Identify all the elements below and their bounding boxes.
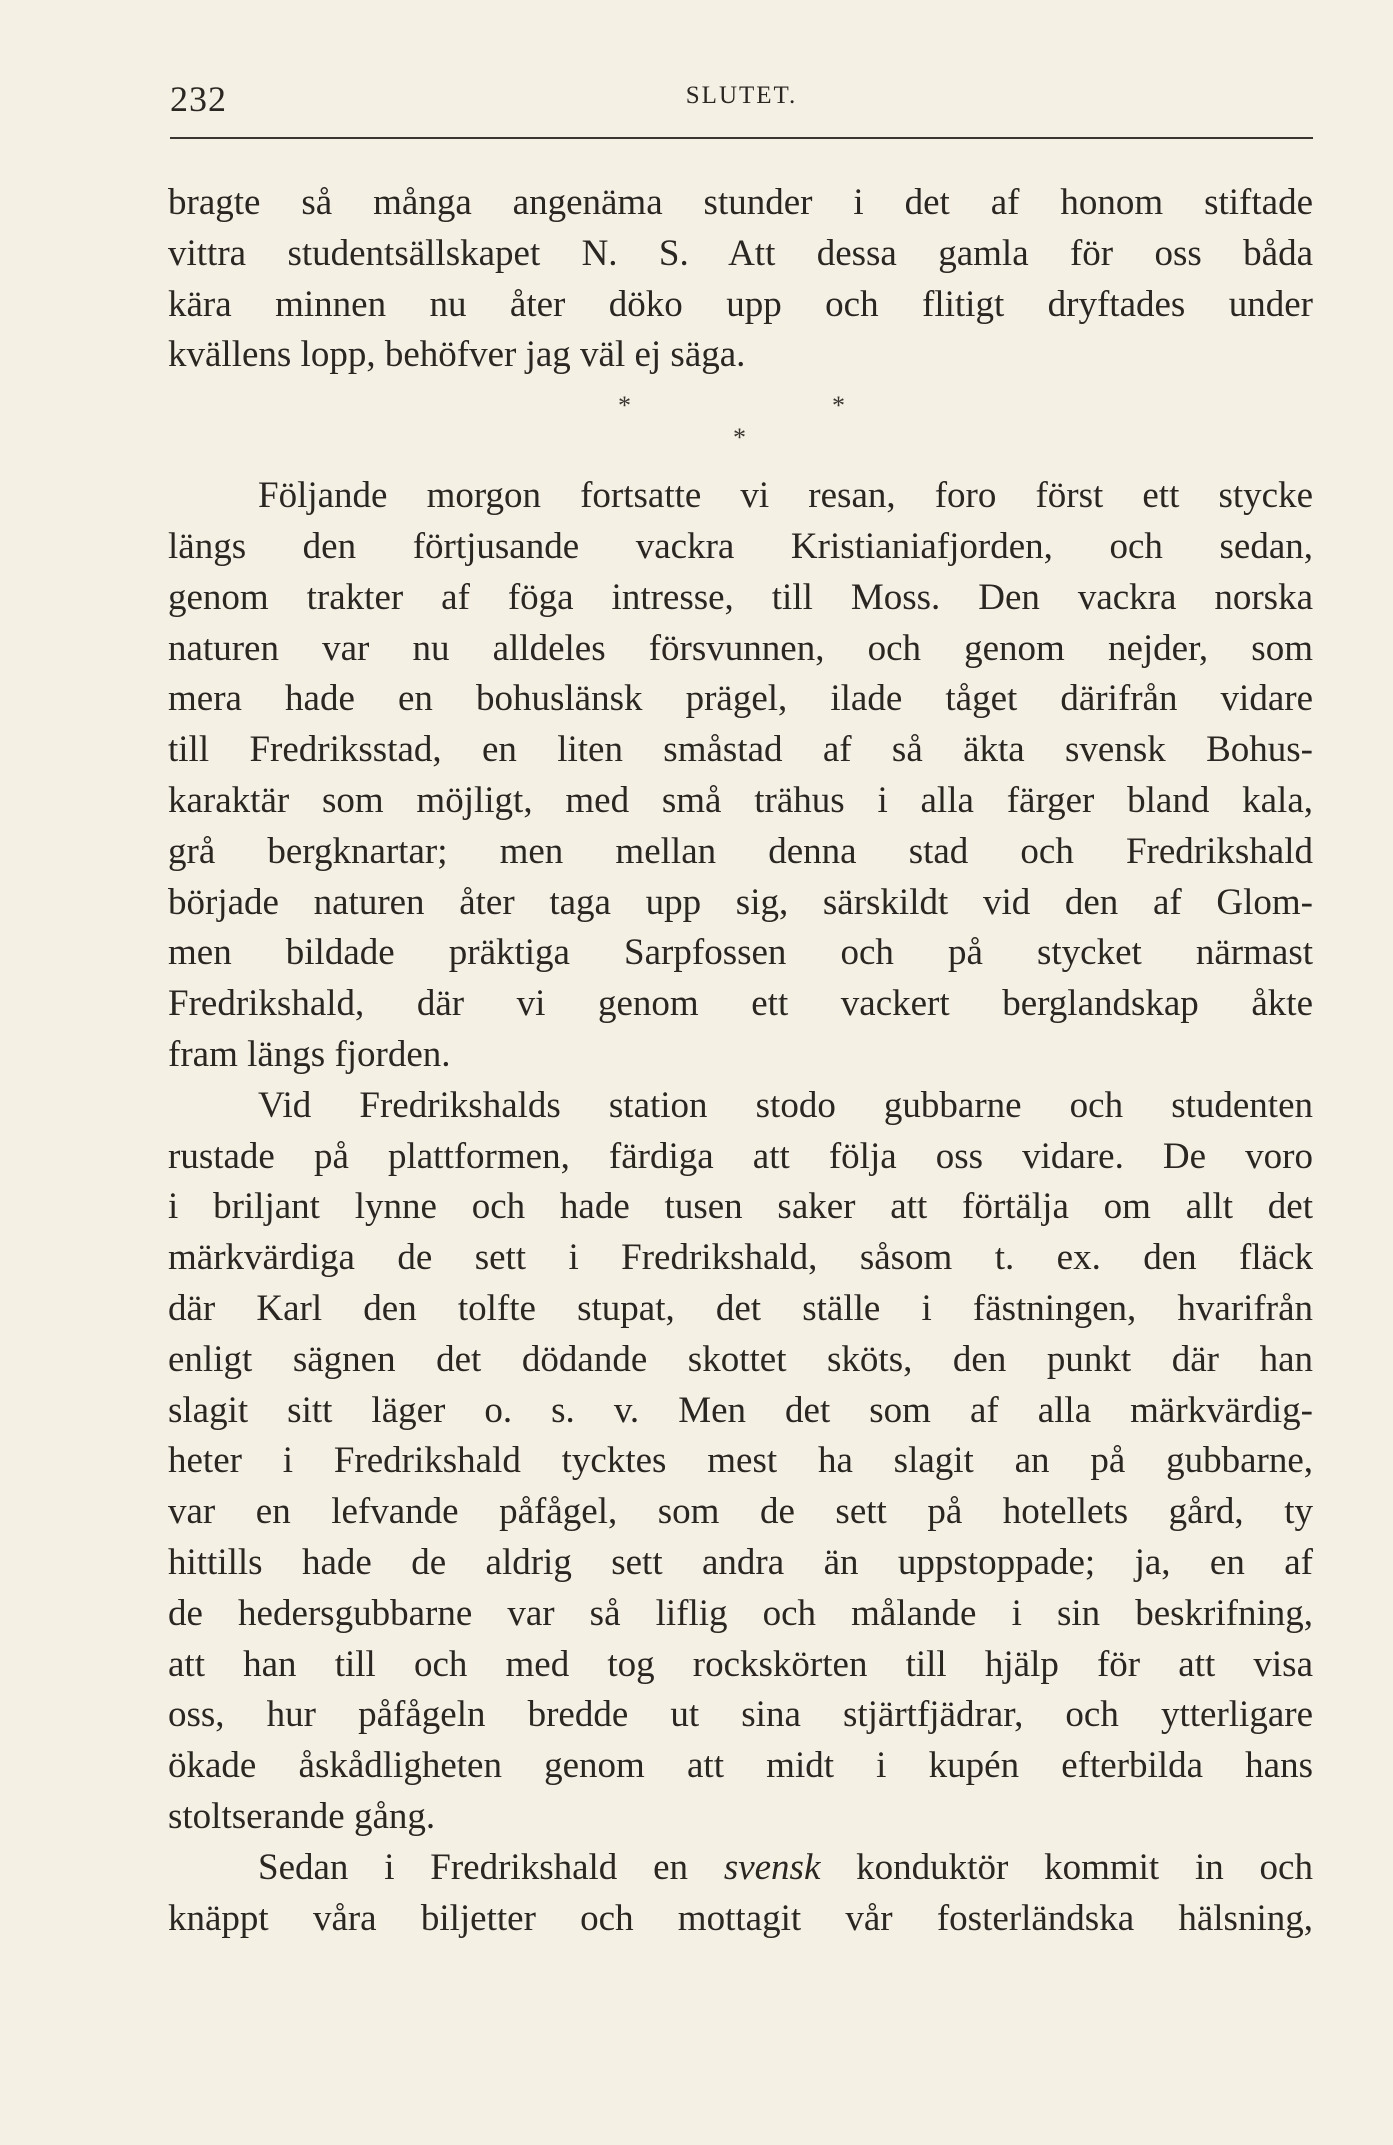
text-line: var en lefvande påfågel, som de sett på hotellets gård, ty [168,1491,1313,1533]
text-line: Följande morgon fortsatte vi resan, foro först ett stycke [258,475,1313,517]
text-line: naturen var nu alldeles försvunnen, och genom nejder, som [168,627,1313,669]
text-line: rustade på plattformen, färdiga att följa oss vidare. De voro [168,1135,1313,1177]
text-line: att han till och med tog rockskörten till hjälp för att visa [168,1643,1313,1685]
paragraph [168,471,1313,1081]
text-line: heter i Fredrikshald tycktes mest ha slagit an på gubbarne, [168,1440,1313,1482]
separator-asterisk: * [618,391,631,421]
header-rule [170,137,1313,139]
text-line: längs den förtjusande vackra Kristianiafjorden, och sedan, [168,525,1313,567]
text-line: de hedersgubbarne var så liflig och målande i sin beskrifning, [168,1592,1313,1634]
text-line: karaktär som möjligt, med små trähus i alla färger bland kala, [168,779,1313,821]
text-line: enligt sägnen det dödande skottet sköts, den punkt där han [168,1338,1313,1380]
text-line: ökade åskådligheten genom att midt i kupén efterbilda hans [168,1745,1313,1787]
text-line: vittra studentsällskapet N. S. Att dessa gamla för oss båda [168,232,1313,274]
body-text [168,178,1313,1944]
text-line: i briljant lynne och hade tusen saker att förtälja om allt det [168,1186,1313,1228]
text-line: men bildade präktiga Sarpfossen och på stycket närmast [168,932,1313,974]
page-number: 232 [170,79,227,119]
italic-word: svensk [723,1846,821,1888]
text-line: slagit sitt läger o. s. v. Men det som af alla märkvärdig- [168,1389,1313,1431]
text-line: märkvärdiga de sett i Fredrikshald, såsom t. ex. den fläck [168,1237,1313,1279]
text-line: Fredrikshald, där vi genom ett vackert berglandskap åkte [168,983,1313,1025]
text-line: till Fredriksstad, en liten småstad af så äkta svensk Bohus- [168,729,1313,771]
text-line: började naturen åter taga upp sig, särskildt vid den af Glom- [168,881,1313,923]
text-segment: konduktör kommit in och [820,1846,1313,1888]
paragraph [168,1081,1313,1843]
text-line: stoltserande gång. [168,1795,436,1837]
text-line [168,1843,1313,1894]
text-line: bragte så många angenäma stunder i det af honom stiftade [168,182,1313,223]
text-line: genom trakter af föga intresse, till Moss. Den vackra norska [168,576,1313,618]
text-line: fram längs fjorden. [168,1033,451,1075]
section-separator [168,381,1313,471]
text-line: kvällens lopp, behöfver jag väl ej säga. [168,334,746,376]
text-line: där Karl den tolfte stupat, det ställe i fästningen, hvarifrån [168,1287,1313,1329]
page-header [170,78,1313,128]
text-segment: Sedan i Fredrikshald en [258,1846,724,1888]
text-line: oss, hur påfågeln bredde ut sina stjärtfjädrar, och ytterligare [168,1694,1313,1736]
paragraph [168,1843,1313,1945]
text-line: grå bergknartar; men mellan denna stad och Fredrikshald [168,830,1313,872]
text-line: kära minnen nu åter döko upp och flitigt dryftades under [168,283,1313,325]
text-line: Vid Fredrikshalds station stodo gubbarne och studenten [258,1084,1313,1126]
running-head: SLUTET. [685,82,798,109]
text-line: knäppt våra biljetter och mottagit vår fosterländska hälsning, [168,1897,1313,1939]
separator-asterisk: * [733,423,746,453]
separator-asterisk: * [832,391,845,421]
text-line: mera hade en bohuslänsk prägel, ilade tåget därifrån vidare [168,678,1313,720]
text-line: hittills hade de aldrig sett andra än uppstoppade; ja, en af [168,1541,1313,1583]
paragraph [168,178,1313,381]
